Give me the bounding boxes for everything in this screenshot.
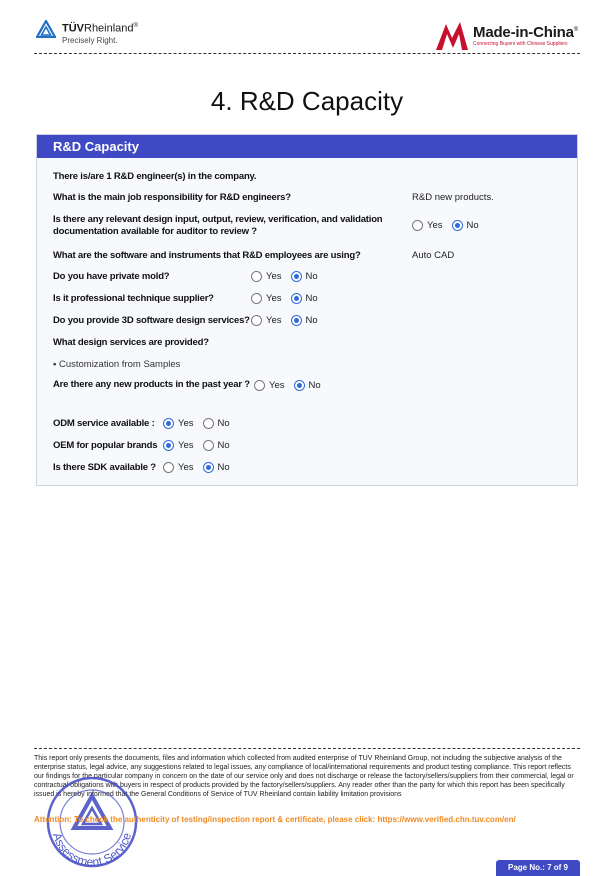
radio-documentation-no[interactable] (452, 220, 463, 231)
question-design-services: What design services are provided? (53, 337, 209, 348)
question-sdk: Is there SDK available ? (53, 462, 156, 473)
question-responsibility: What is the main job responsibility for R&D engineers? (53, 192, 291, 203)
tuv-brand: TÜVRheinland® (62, 22, 138, 35)
header-divider (34, 53, 580, 54)
radio-mold-yes[interactable] (251, 271, 262, 282)
question-supplier: Is it professional technique supplier? (53, 293, 214, 304)
radio-supplier-yes[interactable] (251, 293, 262, 304)
question-documentation: Is there any relevant design input, output, review, verification, and validation documentation available for auditor to review ? (53, 214, 383, 237)
mic-tagline: Connecting Buyers with Chinese Suppliers (473, 41, 568, 47)
radio-group-documentation: Yes No (412, 220, 488, 231)
stamp-label: Assessment Service (49, 830, 135, 870)
disclaimer-text: This report only presents the documents, files and information which collected from audited enterprise of TUV Rheinland Group, not including the subjective analysis of the enterprise status, legal advice, any suggestions related to legal issues, any compliance of local/international requirements and product testing compliance. This report reflects our findings for the particular company in concern on the date of our service only and does not discharge or release the factory/sellers/suppliers from their commercial, legal or contractual obligations with buyers in respect of products provided by the factory/sellers/suppliers. Any reader other than the party for which this report has been specifically issued is hereby informed that the General Conditions of Service of TUV Rheinland contain liability limitation provisions (34, 755, 574, 798)
radio-group-oem: Yes No (163, 440, 239, 451)
svg-text:Assessment Service (50, 831, 134, 869)
radio-group-sdk: Yes No (163, 462, 239, 473)
tuv-tagline: Precisely Right. (62, 35, 118, 45)
question-odm: ODM service available : (53, 418, 155, 429)
answer-software: Auto CAD (412, 250, 455, 261)
page-header (0, 0, 614, 60)
question-software: What are the software and instruments that R&D employees are using? (53, 250, 361, 261)
page-number-badge: Page No.: 7 of 9 (496, 860, 580, 876)
authenticity-notice[interactable]: Attention: To check the authenticity of testing/inspection report & certificate, please click: https://www.verified.chn.tuv.com/en/ (34, 815, 516, 824)
question-oem: OEM for popular brands (53, 440, 158, 451)
radio-new-products-no[interactable] (294, 380, 305, 391)
mic-name: Made-in-China® (473, 24, 578, 41)
radio-3d-no[interactable] (291, 315, 302, 326)
radio-oem-yes[interactable] (163, 440, 174, 451)
radio-sdk-yes[interactable] (163, 462, 174, 473)
question-3d-design: Do you provide 3D software design services? (53, 315, 250, 326)
answer-responsibility: R&D new products. (412, 192, 494, 203)
radio-oem-no[interactable] (203, 440, 214, 451)
tuv-triangle-icon (36, 20, 56, 38)
question-new-products: Are there any new products in the past year ? (53, 379, 250, 390)
radio-group-odm: Yes No (163, 418, 239, 429)
engineers-count: There is/are 1 R&D engineer(s) in the company. (53, 171, 257, 182)
footer-divider (34, 748, 580, 749)
radio-group-3d-design: Yes No (251, 315, 327, 326)
radio-sdk-no[interactable] (203, 462, 214, 473)
radio-documentation-yes[interactable] (412, 220, 423, 231)
radio-mold-no[interactable] (291, 271, 302, 282)
rd-capacity-card (36, 134, 578, 486)
section-header: R&D Capacity (37, 135, 577, 158)
radio-new-products-yes[interactable] (254, 380, 265, 391)
radio-group-new-products: Yes No (254, 380, 330, 391)
radio-group-mold: Yes No (251, 271, 327, 282)
page-title: 4. R&D Capacity (210, 86, 404, 116)
radio-3d-yes[interactable] (251, 315, 262, 326)
question-mold: Do you have private mold? (53, 271, 170, 282)
list-item: • Customization from Samples (53, 359, 181, 370)
made-in-china-logo (436, 20, 578, 50)
tuv-logo (36, 20, 138, 46)
radio-odm-no[interactable] (203, 418, 214, 429)
radio-odm-yes[interactable] (163, 418, 174, 429)
made-in-china-mark-icon (436, 20, 470, 50)
radio-group-supplier: Yes No (251, 293, 327, 304)
radio-supplier-no[interactable] (291, 293, 302, 304)
